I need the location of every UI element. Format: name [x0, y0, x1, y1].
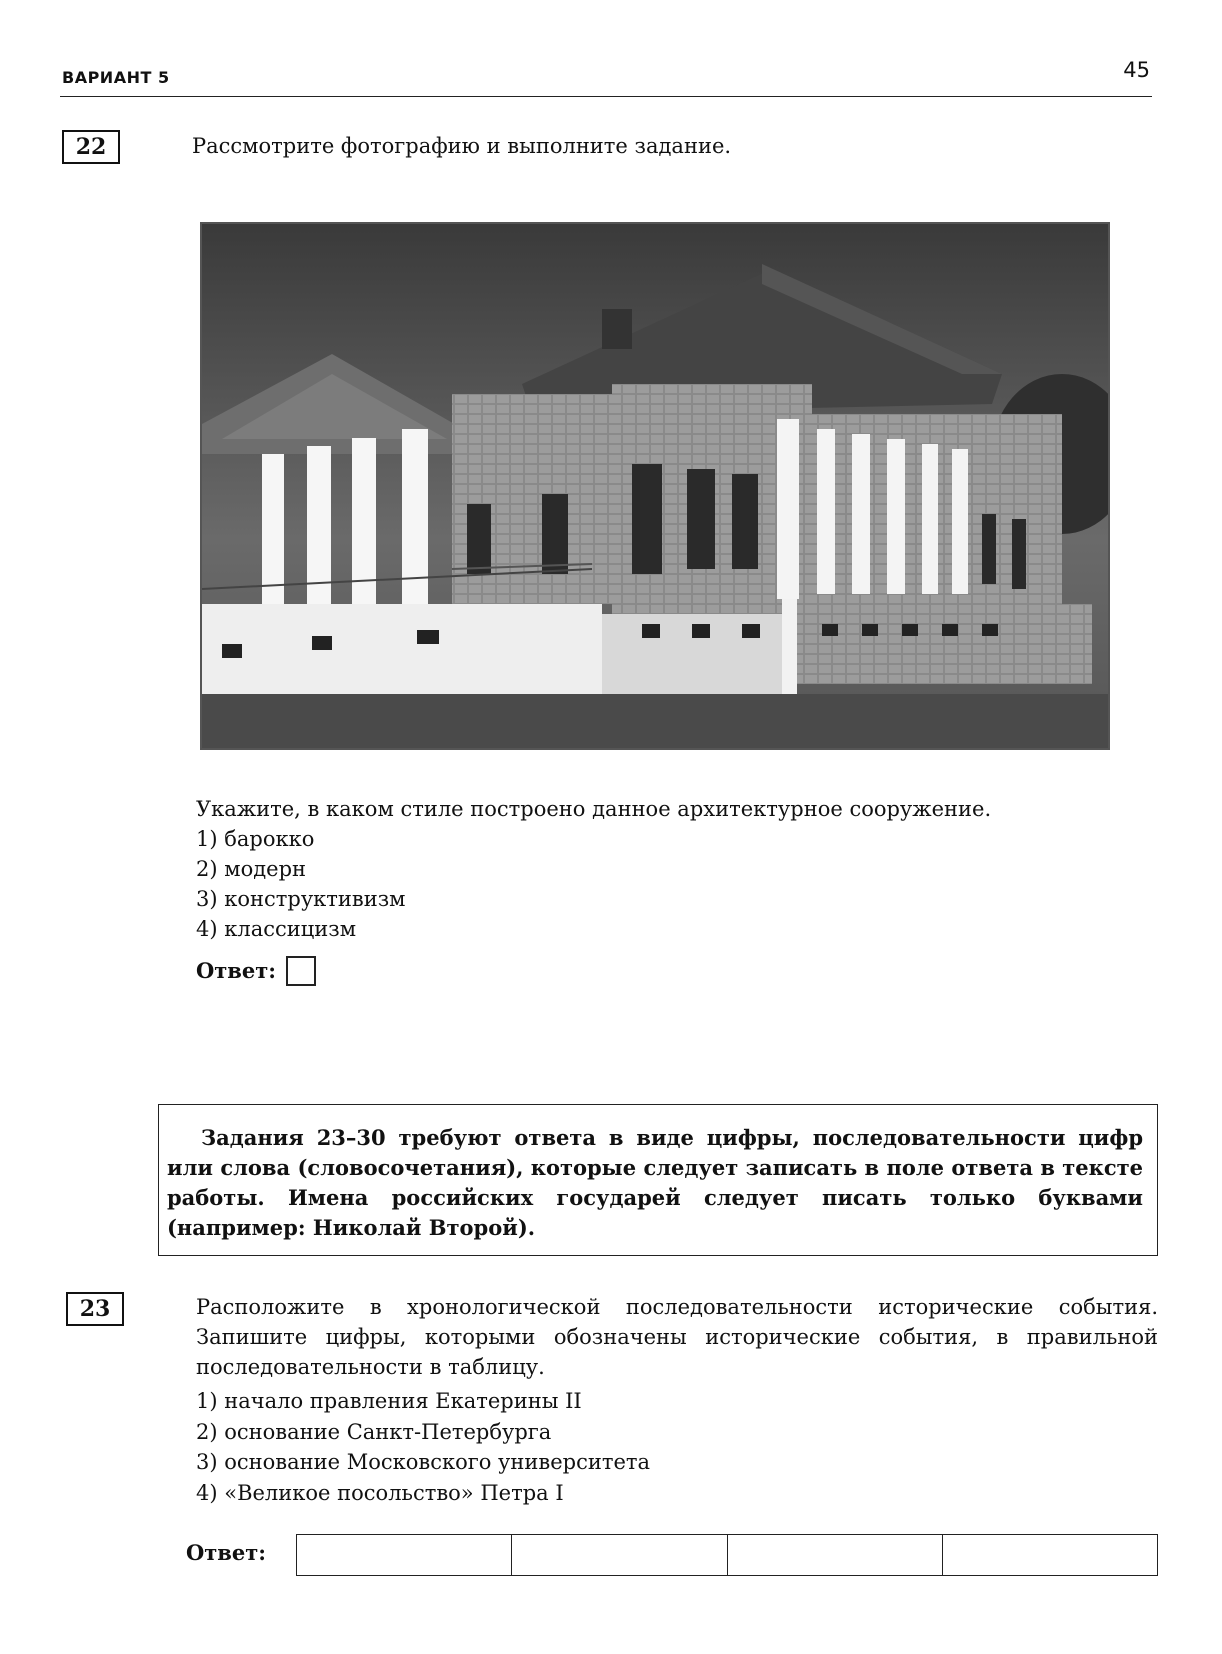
- task-23-answer-label: Ответ:: [186, 1540, 267, 1565]
- task-23-option-2: 2) основание Санкт-Петербурга: [196, 1419, 552, 1444]
- task-22-option-2: 2) модерн: [196, 857, 307, 881]
- page-number: 45: [1123, 58, 1150, 82]
- task-23-options: [196, 1386, 650, 1508]
- task-23-option-4: 4) «Великое посольство» Петра I: [196, 1480, 564, 1505]
- task-22-option-3: 3) конструктивизм: [196, 887, 406, 911]
- instructions-text: Задания 23–30 требуют ответа в виде цифры, последовательности цифр или слова (словосочетания), которые следует записать в поле ответа в тексте работы. Имена российских государей следует писать только буквами (например: Николай Второй).: [167, 1125, 1143, 1240]
- task-22-number: 22: [62, 130, 120, 164]
- answer-cell[interactable]: [512, 1535, 727, 1576]
- task-22-question: Укажите, в каком стиле построено данное архитектурное сооружение.: [196, 797, 992, 821]
- task-23-number: 23: [66, 1292, 124, 1326]
- task-23-option-1: 1) начало правления Екатерины II: [196, 1389, 582, 1413]
- answer-cell[interactable]: [942, 1535, 1157, 1576]
- task-23-option-3: 3) основание Московского университета: [196, 1450, 651, 1474]
- header-divider: [60, 96, 1152, 97]
- building-photo: [200, 222, 1110, 750]
- task-22-answer-box[interactable]: [286, 956, 316, 986]
- task-23-text: Расположите в хронологической последовательности исторические события. Запишите цифры, которыми обозначены исторические события, в правильной последовательности в таблицу.: [196, 1295, 1158, 1379]
- task-22-answer-label: Ответ:: [196, 958, 277, 983]
- answer-cell[interactable]: [727, 1535, 942, 1576]
- task-22-option-1: 1) барокко: [196, 827, 315, 851]
- instructions-notice: [158, 1104, 1158, 1256]
- task-22-intro: Рассмотрите фотографию и выполните задание.: [192, 134, 732, 158]
- answer-cell[interactable]: [297, 1535, 512, 1576]
- variant-label: ВАРИАНТ 5: [62, 68, 170, 87]
- task-22-option-4: 4) классицизм: [196, 917, 357, 941]
- task-23-answer-table: [296, 1534, 1158, 1576]
